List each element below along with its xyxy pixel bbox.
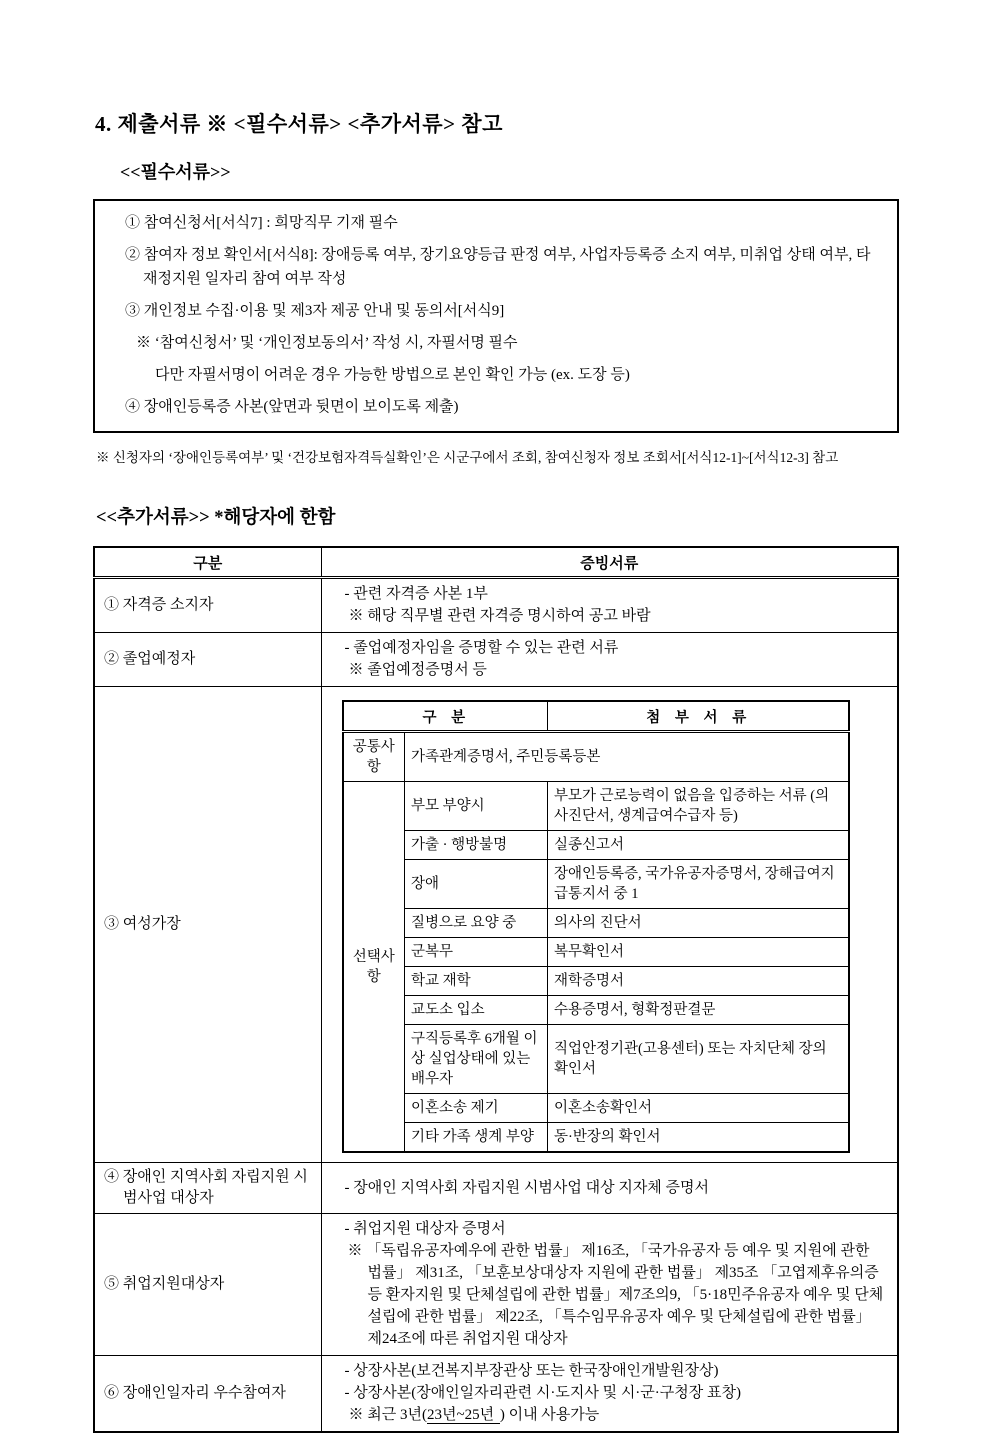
row-label: ⑤ 취업지원대상자 xyxy=(104,1276,225,1292)
row-label: ③ 여성가장 xyxy=(104,916,181,932)
required-item-4: ④ 장애인등록증 사본(앞면과 뒷면이 보이도록 제출) xyxy=(125,399,459,415)
table-header-row xyxy=(94,547,898,578)
condition: 학교 재학 xyxy=(405,967,548,996)
condition: 질병으로 요양 중 xyxy=(405,909,548,938)
evidence-line: - 장애인 지역사회 자립지원 시범사업 대상 지자체 증명서 xyxy=(344,1179,710,1196)
required-item-3-note: ※ ‘참여신청서’ 및 ‘개인정보동의서’ 작성 시, 자필서명 필수 xyxy=(136,335,518,351)
docs: 직업안정기관(고용센터) 또는 자치단체 장의 확인서 xyxy=(548,1025,849,1094)
docs: 수용증명서, 형확정판결문 xyxy=(548,996,849,1025)
required-docs-box xyxy=(93,199,899,433)
common-docs: 가족관계증명서, 주민등록등본 xyxy=(405,732,849,782)
row-label: ① 자격증 소지자 xyxy=(104,597,214,613)
nested-row-optional xyxy=(343,860,849,909)
page-title: 4. 제출서류 ※ <필수서류> <추가서류> 참고 xyxy=(95,112,503,136)
evidence-line: - 취업지원 대상자 증명서 xyxy=(344,1221,506,1237)
table-row-certificate-holder xyxy=(94,578,898,633)
evidence-line: - 상장사본(보건복지부장관상 또는 한국장애인개발원장상) xyxy=(344,1363,719,1379)
nested-row-optional xyxy=(343,938,849,967)
row-label: ② 졸업예정자 xyxy=(104,651,196,667)
docs: 부모가 근로능력이 없음을 입증하는 서류 (의사진단서, 생계급여수급자 등) xyxy=(548,782,849,831)
required-item-2: ② 참여자 정보 확인서[서식8]: 장애등록 여부, 장기요양등급 판정 여부, 사업자등록증 소지 여부, 미취업 상태 여부, 타 재정지원 일자리 참여 여부 작성 xyxy=(125,247,871,287)
nested-column-header-category: 구 분 xyxy=(343,701,548,732)
note-underlined-period: 23년~25년 xyxy=(426,1407,498,1423)
attachment-docs-table xyxy=(342,700,850,1153)
common-label: 공통사항 xyxy=(343,732,405,782)
required-item-3: ③ 개인정보 수집·이용 및 제3자 제공 안내 및 동의서[서식9] xyxy=(125,303,505,319)
condition: 이혼소송 제기 xyxy=(405,1094,548,1123)
evidence-note: ※ 해당 직무별 관련 자격증 명시하여 공고 바람 xyxy=(348,608,651,624)
condition: 부모 부양시 xyxy=(405,782,548,831)
nested-header-row xyxy=(343,701,849,732)
condition: 가출 · 행방불명 xyxy=(405,831,548,860)
table-row-employment-support-target xyxy=(94,1214,898,1356)
note-suffix: ) 이내 사용가능 xyxy=(499,1407,600,1423)
condition: 군복무 xyxy=(405,938,548,967)
condition: 장애 xyxy=(405,860,548,909)
additional-docs-heading: <<추가서류>> *해당자에 한함 xyxy=(96,508,336,528)
column-header-evidence: 증빙서류 xyxy=(321,547,898,578)
docs: 재학증명서 xyxy=(548,967,849,996)
evidence-line: - 관련 자격증 사본 1부 xyxy=(344,586,488,602)
condition: 구직등록후 6개월 이상 실업상태에 있는 배우자 xyxy=(405,1025,548,1094)
required-item-1: ① 참여신청서[서식7] : 희망직무 기재 필수 xyxy=(125,215,398,231)
required-docs-heading: <<필수서류>> xyxy=(120,162,231,182)
nested-row-optional xyxy=(343,1123,849,1153)
docs: 장애인등록증, 국가유공자증명서, 장해급여지급통지서 중 1 xyxy=(548,860,849,909)
docs: 복무확인서 xyxy=(548,938,849,967)
table-row-community-independence-support xyxy=(94,1163,898,1214)
nested-row-optional xyxy=(343,1094,849,1123)
nested-row-optional xyxy=(343,1025,849,1094)
condition: 교도소 입소 xyxy=(405,996,548,1025)
condition: 기타 가족 생계 부양 xyxy=(405,1123,548,1153)
evidence-line: - 졸업예정자임을 증명할 수 있는 관련 서류 xyxy=(344,640,619,656)
nested-row-optional xyxy=(343,782,849,831)
required-item-3-note-detail: 다만 자필서명이 어려운 경우 가능한 방법으로 본인 확인 가능 (ex. 도장 등) xyxy=(155,367,630,383)
docs: 동·반장의 확인서 xyxy=(548,1123,849,1153)
row-label: ⑥ 장애인일자리 우수참여자 xyxy=(104,1385,286,1401)
nested-row-optional xyxy=(343,831,849,860)
nested-column-header-attachments: 첨 부 서 류 xyxy=(548,701,849,732)
note-prefix: ※ 최근 3년( xyxy=(348,1407,427,1423)
additional-docs-table xyxy=(93,546,899,1433)
table-row-expected-graduate xyxy=(94,633,898,687)
table-row-outstanding-participant xyxy=(94,1356,898,1433)
docs: 이혼소송확인서 xyxy=(548,1094,849,1123)
table-row-female-head-of-household xyxy=(94,687,898,1163)
evidence-line: - 상장사본(장애인일자리관련 시·도지사 및 시·군·구청장 표창) xyxy=(344,1385,741,1401)
evidence-note: ※ 졸업예정증명서 등 xyxy=(348,662,487,678)
nested-row-optional xyxy=(343,996,849,1025)
nested-row-optional xyxy=(343,909,849,938)
column-header-category: 구분 xyxy=(94,547,321,578)
nested-row-common xyxy=(343,732,849,782)
docs: 의사의 진단서 xyxy=(548,909,849,938)
reference-note: ※ 신청자의 ‘장애인등록여부’ 및 ‘건강보험자격득실확인’은 시군구에서 조회, 참여신청자 정보 조회서[서식12-1]~[서식12-3] 참고 xyxy=(96,450,839,465)
nested-row-optional xyxy=(343,967,849,996)
optional-label: 선택사항 xyxy=(343,782,405,1153)
docs: 실종신고서 xyxy=(548,831,849,860)
evidence-note: ※ 「독립유공자예우에 관한 법률」 제16조, 「국가유공자 등 예우 및 지원에 관한 법률」 제31조, 「보훈보상대상자 지원에 관한 법률」 제35조 「고엽제후유의증 등 환자지원 및 단체설립에 관한 법률」제7조의9, 「5·18민주유공자 예우 및 단체설립에 관한 법률」 제22조, 「특수임무유공자 예우 및 단체설립에 관한 법률」 제24조에 따른 취업지원 대상자 xyxy=(347,1243,884,1347)
evidence-note xyxy=(332,1404,888,1426)
row-label: ④ 장애인 지역사회 자립지원 시범사업 대상자 xyxy=(104,1169,308,1206)
